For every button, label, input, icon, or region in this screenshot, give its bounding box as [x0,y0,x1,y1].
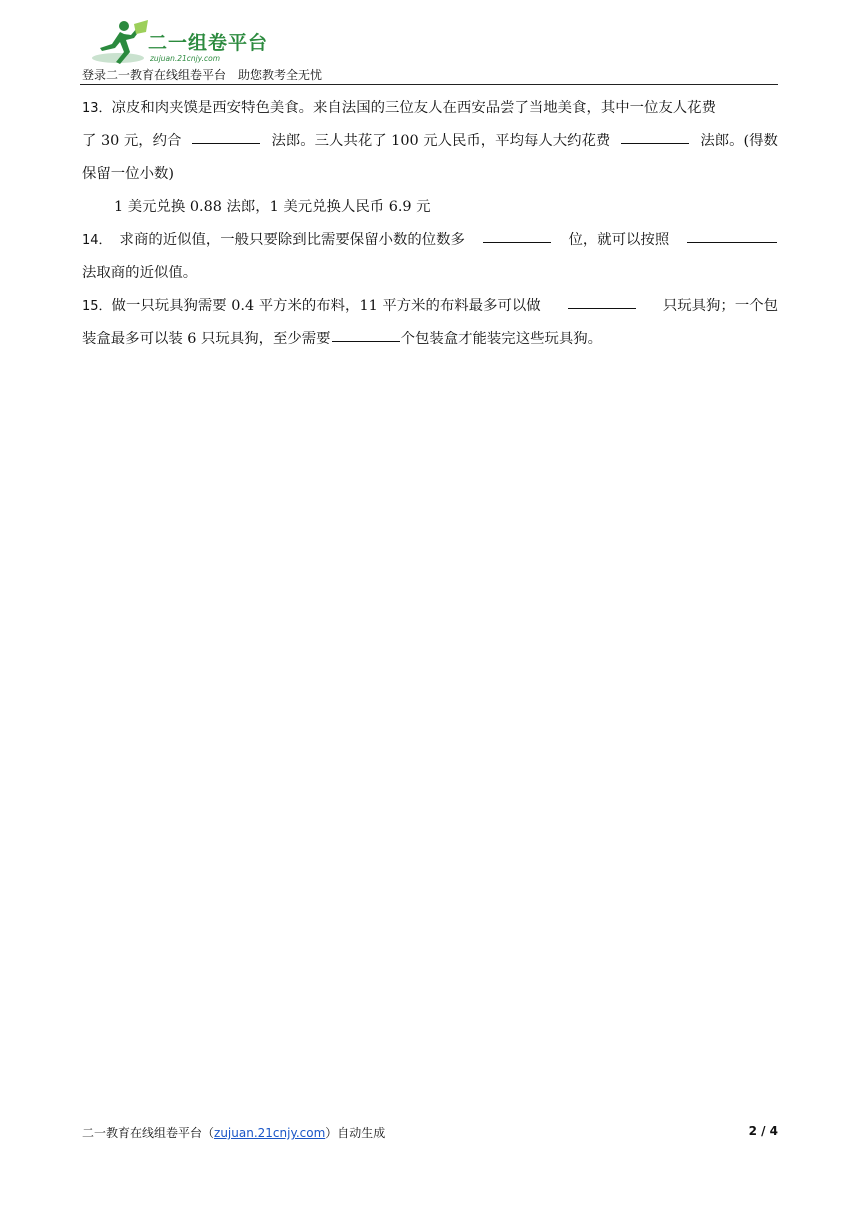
footer-suffix: ）自动生成 [325,1126,386,1140]
answer-blank[interactable] [192,125,260,144]
question-15-line-2 [82,323,778,356]
question-13-line-2 [82,125,778,158]
question-list [82,92,778,356]
question-text: 做一只玩具狗需要 0.4 平方米的布料，11 平方米的布料最多可以做 [111,298,541,314]
header-divider [80,84,778,85]
question-13-note [82,191,778,224]
answer-blank[interactable] [483,224,551,243]
question-text: 凉皮和肉夹馍是西安特色美食。来自法国的三位友人在西安品尝了当地美食，其中一位友人花费 [111,100,716,116]
question-13-line-1 [82,92,778,125]
question-number: 14． [82,233,112,248]
logo-title: 二一组卷平台 [148,32,269,54]
question-number: 13． [82,101,112,116]
question-text: 位，就可以按照 [568,232,670,248]
question-text: 个包装盒才能装完这些玩具狗。 [400,331,603,347]
logo [90,18,280,68]
question-text: 法取商的近似值。 [82,265,198,281]
exchange-rate-note: 1 美元兑换 0.88 法郎，1 美元兑换人民币 6.9 元 [114,199,431,215]
footer-prefix: 二一教育在线组卷平台（ [82,1126,215,1140]
answer-blank[interactable] [621,125,689,144]
answer-blank[interactable] [568,290,636,309]
page-number: 2 / 4 [748,1124,778,1138]
footer-link[interactable]: zujuan.21cnjy.com [214,1126,326,1140]
question-13-line-3 [82,158,778,191]
question-text: 保留一位小数) [82,166,174,182]
question-14-line-2 [82,257,778,290]
question-text: 法郎。(得数 [700,133,778,149]
question-text: 求商的近似值，一般只要除到比需要保留小数的位数多 [119,232,465,248]
question-15-line-1 [82,290,778,323]
header-tagline: 登录二一教育在线组卷平台 助您教考全无忧 [82,68,323,82]
question-text: 只玩具狗；一个包 [662,298,778,314]
runner-logo-icon [90,18,150,66]
question-text: 法郎。三人共花了 100 元人民币，平均每人大约花费 [271,133,611,149]
page-header [80,16,780,86]
question-14-line-1 [82,224,778,257]
question-number: 15． [82,299,112,314]
answer-blank[interactable] [332,323,400,342]
question-text: 装盒最多可以装 6 只玩具狗，至少需要 [82,331,331,347]
logo-url: zujuan.21cnjy.com [150,54,221,63]
answer-blank[interactable] [687,224,777,243]
page-footer [82,1124,385,1141]
question-text: 了 30 元，约合 [82,133,182,149]
